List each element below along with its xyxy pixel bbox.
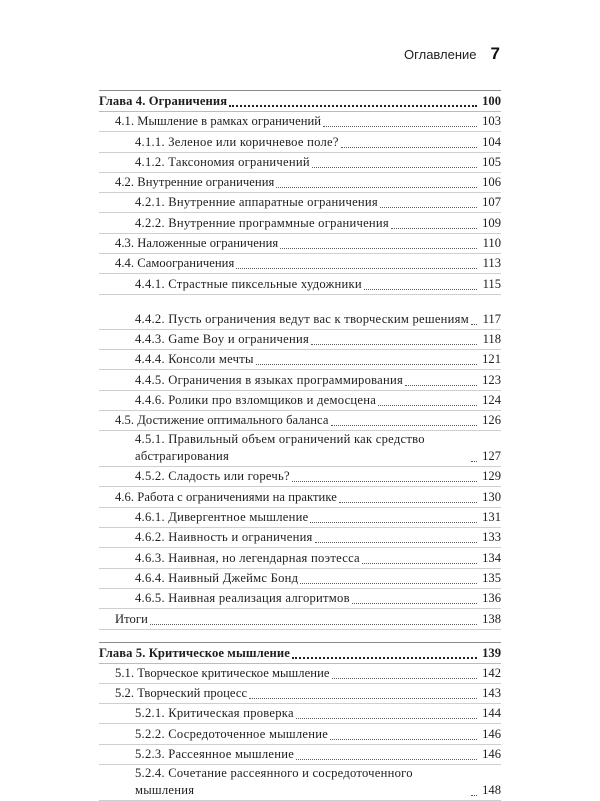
toc-entry-title: 5.2.1. Критическая проверка	[135, 706, 294, 721]
toc-entry-page-number: 113	[482, 256, 501, 271]
dot-leader	[330, 739, 477, 740]
toc-entry-title: 4.6. Работа с ограничениями на практике	[115, 489, 337, 504]
toc-entry-title: Итоги	[115, 611, 148, 626]
toc-subsection-entry[interactable]	[99, 589, 501, 609]
toc-entry-page-number: 138	[482, 611, 501, 626]
dot-leader	[331, 425, 478, 426]
toc-entry-page-number: 100	[482, 94, 501, 108]
toc-section-entry[interactable]	[99, 411, 501, 431]
toc-section-entry[interactable]	[99, 173, 501, 193]
dot-leader	[150, 624, 477, 625]
dot-leader	[391, 228, 477, 229]
toc-entry-title: 4.6.1. Дивергентное мышление	[135, 510, 309, 525]
toc-entry-page-number: 146	[482, 726, 501, 741]
dot-leader	[300, 583, 477, 584]
dot-leader	[276, 187, 477, 188]
toc-entry-page-number: 115	[482, 276, 501, 291]
dot-leader	[229, 105, 477, 107]
toc-chapter-heading[interactable]	[99, 643, 501, 664]
toc-entry-page-number: 135	[482, 570, 501, 585]
dot-leader	[296, 759, 477, 760]
toc-entry-page-number: 144	[482, 706, 501, 721]
dot-leader	[311, 344, 477, 345]
toc-entry-title: 4.4.4. Консоли мечты	[135, 352, 254, 367]
toc-entry-page-number: 127	[482, 449, 501, 464]
toc-entry-page-number: 121	[482, 352, 501, 367]
toc-entry-title: 4.4.2. Пусть ограничения ведут вас к творческим решениям	[135, 311, 469, 326]
dot-leader	[236, 268, 477, 269]
toc-section-entry[interactable]	[99, 254, 501, 274]
toc-subsection-entry[interactable]	[99, 467, 501, 487]
toc-entry-page-number: 123	[482, 372, 501, 387]
toc-entry-page-number: 105	[482, 154, 501, 169]
toc-entry-title: 4.4. Самоограничения	[115, 256, 235, 271]
dot-leader	[249, 698, 477, 699]
toc-entry-page-number: 148	[482, 783, 501, 798]
toc-entry-title: 4.5. Достижение оптимального баланса	[115, 413, 329, 428]
toc-entry-title: Глава 5. Критическое мышление	[99, 645, 290, 660]
dot-leader	[310, 522, 477, 523]
toc-subsection-entry[interactable]	[99, 704, 501, 724]
dot-leader	[332, 678, 477, 679]
toc-entry-title: 4.4.1. Страстные пиксельные художники	[135, 276, 362, 291]
toc-subsection-entry[interactable]	[99, 391, 501, 411]
toc-entry-page-number: 124	[482, 392, 501, 407]
toc-subsection-entry[interactable]	[99, 274, 501, 294]
toc-entry-page-number: 117	[482, 311, 501, 326]
toc-subsection-entry[interactable]	[99, 193, 501, 213]
dot-leader	[364, 289, 477, 290]
dot-leader	[323, 126, 477, 127]
dot-leader	[339, 502, 477, 503]
toc-entry-page-number: 139	[482, 645, 501, 660]
dot-leader	[471, 324, 477, 325]
toc-entry-title: 4.6.4. Наивный Джеймс Бонд	[135, 570, 299, 585]
toc-subsection-entry[interactable]	[99, 431, 501, 467]
toc-entry-title: 4.6.3. Наивная, но легендарная поэтесса	[135, 550, 360, 565]
dot-leader	[405, 385, 477, 386]
toc-subsection-entry[interactable]	[99, 765, 501, 801]
dot-leader	[315, 542, 477, 543]
toc-entry-page-number: 133	[482, 530, 501, 545]
toc-entry-page-number: 109	[482, 215, 501, 230]
toc-section-entry[interactable]	[99, 112, 501, 132]
toc-entry-title: 5.2.2. Сосредоточенное мышление	[135, 726, 329, 741]
toc-entry-title: 4.5.2. Сладость или горечь?	[135, 469, 290, 484]
toc-subsection-entry[interactable]	[99, 153, 501, 173]
toc-entry-page-number: 106	[482, 175, 501, 190]
dot-leader	[471, 795, 477, 796]
toc-entry-title: 4.2. Внутренние ограничения	[115, 175, 275, 190]
toc-entry-title: 4.1. Мышление в рамках ограничений	[115, 114, 322, 129]
toc-entry-title: 5.2.3. Рассеянное мышление	[135, 747, 295, 762]
toc-entry-title: 4.4.5. Ограничения в языках программирования	[135, 372, 404, 387]
running-head-title: Оглавление	[404, 47, 477, 62]
dot-leader	[380, 207, 477, 208]
toc-chapter-block	[99, 90, 501, 630]
dot-leader	[471, 461, 477, 462]
toc-entry-page-number: 107	[482, 195, 501, 210]
dot-leader	[280, 248, 477, 249]
dot-leader	[341, 147, 477, 148]
toc-section-entry[interactable]	[99, 609, 501, 629]
toc-entry-title: 4.1.1. Зеленое или коричневое поле?	[135, 134, 339, 149]
toc-subsection-entry[interactable]	[99, 213, 501, 233]
toc-entry-page-number: 126	[482, 413, 501, 428]
toc-entry-title: 4.5.1. Правильный объем ограничений как средство абстрагирования	[135, 432, 425, 464]
toc-entry-page-number: 104	[482, 134, 501, 149]
toc-section-entry[interactable]	[99, 664, 501, 684]
dot-leader	[312, 167, 477, 168]
toc-section-entry[interactable]	[99, 684, 501, 704]
toc-subsection-entry[interactable]	[99, 295, 501, 330]
toc-entry-title: Глава 4. Ограничения	[99, 94, 228, 108]
dot-leader	[292, 481, 477, 482]
toc-entry-page-number: 130	[482, 489, 501, 504]
toc-subsection-entry[interactable]	[99, 745, 501, 765]
toc-entry-title: 4.4.6. Ролики про взломщиков и демосцена	[135, 392, 377, 407]
dot-leader	[292, 657, 477, 659]
toc-chapter-block	[99, 642, 501, 801]
toc-entry-title: 5.2.4. Сочетание рассеянного и сосредоточенного мышления	[135, 766, 413, 798]
dot-leader	[296, 718, 477, 719]
toc-entry-title: 4.4.3. Game Boy и ограничения	[135, 331, 310, 346]
toc-entry-title: 4.2.1. Внутренние аппаратные ограничения	[135, 195, 378, 210]
dot-leader	[256, 364, 477, 365]
toc-entry-title: 5.1. Творческое критическое мышление	[115, 665, 330, 680]
toc-entry-page-number: 136	[482, 591, 501, 606]
toc-entry-title: 5.2. Творческий процесс	[115, 686, 248, 701]
toc-subsection-entry[interactable]	[99, 350, 501, 370]
toc-entry-page-number: 118	[482, 331, 501, 346]
toc-entry-page-number: 146	[482, 747, 501, 762]
toc-entry-page-number: 143	[482, 686, 501, 701]
toc-entry-page-number: 131	[482, 510, 501, 525]
toc-entry-title: 4.3. Наложенные ограничения	[115, 236, 279, 251]
dot-leader	[362, 563, 477, 564]
running-head	[404, 44, 500, 64]
toc-section-entry[interactable]	[99, 487, 501, 507]
toc-subsection-entry[interactable]	[99, 528, 501, 548]
toc-subsection-entry[interactable]	[99, 132, 501, 152]
toc-subsection-entry[interactable]	[99, 370, 501, 390]
toc-subsection-entry[interactable]	[99, 724, 501, 744]
toc-subsection-entry[interactable]	[99, 569, 501, 589]
toc-subsection-entry[interactable]	[99, 330, 501, 350]
toc-section-entry[interactable]	[99, 234, 501, 254]
toc-subsection-entry[interactable]	[99, 548, 501, 568]
toc-entry-title: 4.2.2. Внутренние программные ограничения	[135, 215, 389, 230]
toc-entry-title: 4.1.2. Таксономия ограничений	[135, 154, 310, 169]
toc-entry-page-number: 142	[482, 665, 501, 680]
running-head-page-number: 7	[490, 44, 500, 63]
toc-entry-page-number: 129	[482, 469, 501, 484]
toc-entry-page-number: 103	[482, 114, 501, 129]
toc-entry-page-number: 134	[482, 550, 501, 565]
table-of-contents	[99, 90, 501, 801]
dot-leader	[378, 405, 477, 406]
toc-subsection-entry[interactable]	[99, 508, 501, 528]
toc-entry-title: 4.6.2. Наивность и ограничения	[135, 530, 313, 545]
dot-leader	[352, 603, 477, 604]
toc-chapter-heading[interactable]	[99, 91, 501, 112]
toc-entry-page-number: 110	[482, 236, 501, 251]
toc-entry-title: 4.6.5. Наивная реализация алгоритмов	[135, 591, 350, 606]
